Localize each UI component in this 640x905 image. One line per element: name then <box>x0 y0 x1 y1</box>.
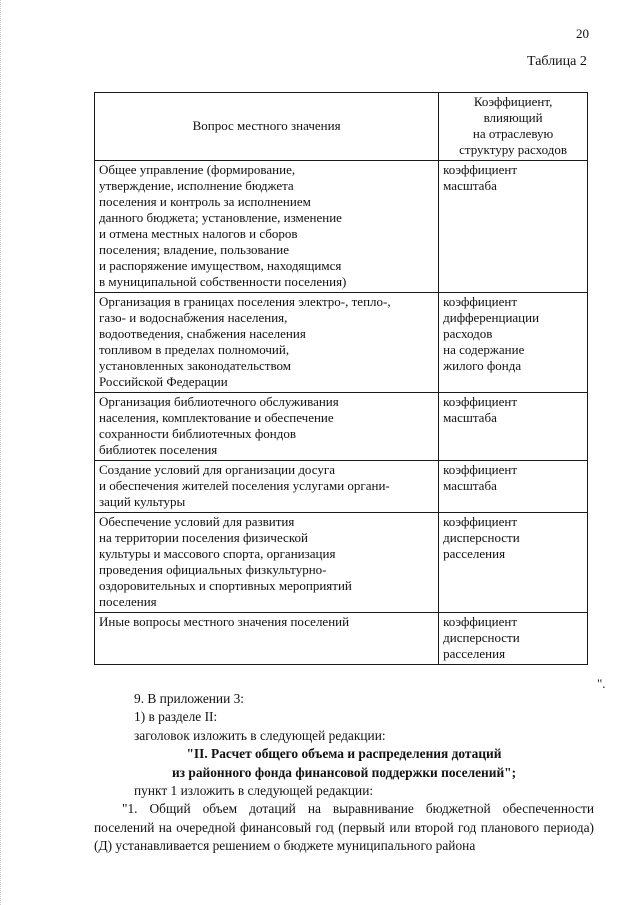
table-row <box>95 513 588 613</box>
header-coefficient: Коэффициент, влияющий на отраслевую структуру расходов <box>439 93 588 161</box>
row-issue: Организация библиотечного обслуживания населения, комплектование и обеспечение сохранности библиотечных фондов библиотек поселения <box>95 393 439 461</box>
row-issue: Создание условий для организации досуга и обеспечения жителей поселения услугами органи- заций культуры <box>95 461 439 513</box>
row-issue: Иные вопросы местного значения поселений <box>95 613 439 665</box>
row-coefficient: коэффициент масштаба <box>439 161 588 293</box>
table-row <box>95 461 588 513</box>
coefficients-table <box>94 92 588 665</box>
instruction-line: заголовок изложить в следующей редакции: <box>134 727 386 743</box>
row-coefficient: коэффициент дифференциации расходов на содержание жилого фонда <box>439 293 588 393</box>
row-issue: Обеспечение условий для развития на территории поселения физической культуры и массового спорта, организация проведения официальных физкультурно- оздоровительных и спортивных мероприятий поселения <box>95 513 439 613</box>
table-header-row <box>95 93 588 161</box>
subitem-1: 1) в разделе II: <box>134 709 218 725</box>
row-coefficient: коэффициент масштаба <box>439 393 588 461</box>
row-coefficient: коэффициент дисперсности расселения <box>439 613 588 665</box>
row-issue: Общее управление (формирование, утверждение, исполнение бюджета поселения и контроль за исполнением данного бюджета; установление, изменение и отмена местных налогов и сборов поселения; владение, пользование и распоряжение имуществом, находящимся в муниципальной собственности поселения) <box>95 161 439 293</box>
section-heading-line-1: "II. Расчет общего объема и распределения дотаций <box>186 746 502 762</box>
row-issue: Организация в границах поселения электро-, тепло-, газо- и водоснабжения населения, водоотведения, снабжения населения топливом в пределах полномочий, установленных законодательством Российской Федерации <box>95 293 439 393</box>
paragraph-1: "1. Общий объем дотаций на выравнивание бюджетной обеспеченности поселений на очередной финансовый год (первый или второй год планового периода) (Д) устанавливается решением о бюджете муниципального района <box>94 801 594 854</box>
table-closing-quote: ". <box>597 676 606 691</box>
scan-edge <box>0 0 5 905</box>
section-heading-line-2: из районного фонда финансовой поддержки поселений"; <box>171 764 517 780</box>
page-number: 20 <box>576 26 589 41</box>
table-label: Таблица 2 <box>527 54 587 69</box>
row-coefficient: коэффициент масштаба <box>439 461 588 513</box>
table-row <box>95 293 588 393</box>
row-coefficient: коэффициент дисперсности расселения <box>439 513 588 613</box>
item-9: 9. В приложении 3: <box>134 691 245 706</box>
amendment-text <box>94 690 594 856</box>
table-row <box>95 393 588 461</box>
instruction-line-2: пункт 1 изложить в следующей редакции: <box>134 783 374 799</box>
table-row <box>95 161 588 293</box>
table-row <box>95 613 588 665</box>
header-issue: Вопрос местного значения <box>95 93 439 161</box>
